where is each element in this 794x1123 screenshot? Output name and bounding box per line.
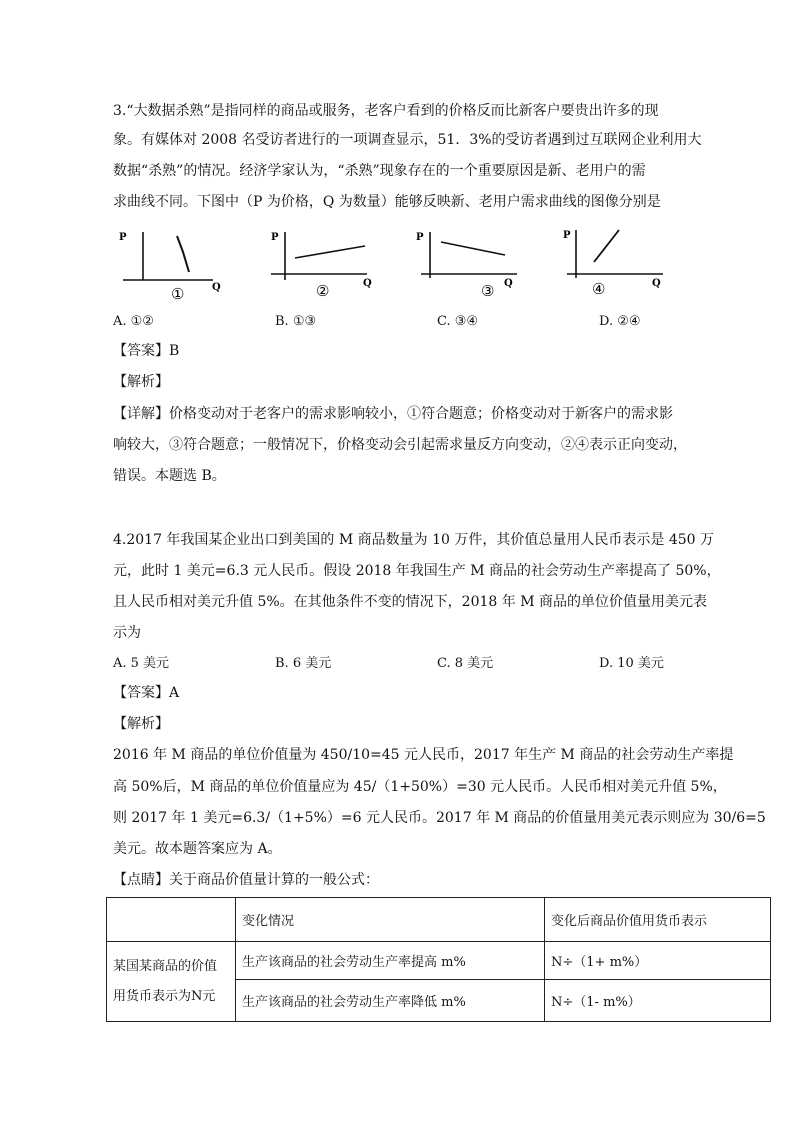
q-label: Q bbox=[363, 278, 372, 289]
value-formula-table bbox=[106, 897, 771, 1022]
table-row-label-line-2: 用货币表示为N元 bbox=[113, 988, 216, 1004]
q-label: Q bbox=[652, 278, 661, 289]
p-label: P bbox=[563, 230, 571, 241]
q4-text-line-3: 且人民币相对美元升值 5%。在其他条件不变的情况下，2018 年 M 商品的单位价值量用美元表 bbox=[113, 594, 707, 610]
q3-option-d: D. ②④ bbox=[599, 314, 641, 329]
table-row-label bbox=[107, 942, 236, 1022]
table-cell-change: 生产该商品的社会劳动生产率降低 m% bbox=[236, 980, 545, 1022]
figure-number: ① bbox=[171, 285, 185, 300]
table-header-empty bbox=[107, 898, 236, 942]
q4-analysis-line-2: 高 50%后，M 商品的单位价值量应为 45/（1+50%）=30 元人民币。人民币相对美元升值 5%， bbox=[113, 779, 727, 795]
q3-option-a: A. ①② bbox=[113, 314, 154, 329]
q4-option-d: D. 10 美元 bbox=[599, 656, 664, 671]
q-label: Q bbox=[212, 282, 221, 293]
q3-figure-2 bbox=[263, 222, 375, 300]
q3-figure-1 bbox=[113, 222, 223, 300]
demand-curve bbox=[177, 236, 189, 272]
q3-option-c: C. ③④ bbox=[437, 314, 479, 329]
demand-curve bbox=[594, 230, 619, 262]
q4-option-a: A. 5 美元 bbox=[113, 656, 170, 671]
q4-analysis-line-4: 美元。故本题答案应为 A。 bbox=[113, 841, 282, 857]
q3-figure-3 bbox=[413, 222, 525, 300]
table-header-result: 变化后商品价值用货币表示 bbox=[545, 898, 771, 942]
q3-text-line-1: 3.“大数据杀熟”是指同样的商品或服务，老客户看到的价格反而比新客户要贵出许多的现 bbox=[113, 103, 659, 119]
q4-analysis-title: 【解析】 bbox=[113, 716, 169, 732]
q4-text-line-1: 4.2017 年我国某企业出口到美国的 M 商品数量为 10 万件，其价值总量用人民币表示是 450 万 bbox=[113, 532, 715, 548]
q3-option-b: B. ①③ bbox=[275, 314, 317, 329]
q4-analysis-line-1: 2016 年 M 商品的单位价值量为 450/10=45 元人民币，2017 年生产 M 商品的社会劳动生产率提 bbox=[113, 747, 734, 763]
figure-number: ② bbox=[316, 282, 330, 300]
p-label: P bbox=[416, 232, 424, 243]
table-row-label-line-1: 某国某商品的价值 bbox=[113, 958, 218, 974]
demand-curve bbox=[295, 246, 365, 258]
q4-option-b: B. 6 美元 bbox=[275, 656, 332, 671]
figure-number: ④ bbox=[592, 280, 606, 298]
q3-text-line-3: 数据“杀熟”的情况。经济学家认为，“杀熟”现象存在的一个重要原因是新、老用户的需 bbox=[113, 163, 646, 179]
q3-analysis-line-2: 响较大，③符合题意；一般情况下，价格变动会引起需求量反方向变动，②④表示正向变动， bbox=[113, 437, 687, 453]
q3-answer: 【答案】B bbox=[113, 343, 180, 359]
table-cell-result: N÷（1+ m%） bbox=[545, 942, 771, 980]
q3-text-line-4: 求曲线不同。下图中（P 为价格，Q 为数量）能够反映新、老用户需求曲线的图像分别是 bbox=[113, 194, 661, 210]
q-label: Q bbox=[504, 278, 513, 289]
q4-analysis-line-3: 则 2017 年 1 美元=6.3/（1+5%）=6 元人民币。2017 年 M 商品的价值量用美元表示则应为 30/6=5 bbox=[113, 810, 766, 826]
q4-text-line-4: 示为 bbox=[113, 625, 141, 641]
q4-tip: 【点睛】关于商品价值量计算的一般公式： bbox=[113, 872, 379, 888]
table-row bbox=[107, 942, 771, 980]
demand-curve bbox=[441, 242, 505, 255]
q4-answer: 【答案】A bbox=[113, 685, 180, 701]
q3-analysis-line-3: 错误。本题选 B。 bbox=[113, 468, 226, 484]
p-label: P bbox=[119, 232, 127, 243]
table-cell-change: 生产该商品的社会劳动生产率提高 m% bbox=[236, 942, 545, 980]
q3-analysis-title: 【解析】 bbox=[113, 374, 169, 390]
table-header-change: 变化情况 bbox=[236, 898, 545, 942]
q4-text-line-2: 元，此时 1 美元=6.3 元人民币。假设 2018 年我国生产 M 商品的社会劳动生产率提高了 50%， bbox=[113, 563, 721, 579]
table-cell-result: N÷（1- m%） bbox=[545, 980, 771, 1022]
q3-analysis-line-1: 【详解】价格变动对于老客户的需求影响较小，①符合题意；价格变动对于新客户的需求影 bbox=[113, 406, 673, 422]
figure-number: ③ bbox=[481, 282, 495, 300]
q3-figure-4 bbox=[563, 222, 675, 300]
p-label: P bbox=[271, 232, 279, 243]
table-header-row bbox=[107, 898, 771, 942]
q3-text-line-2: 象。有媒体对 2008 名受访者进行的一项调查显示，51．3%的受访者遇到过互联网企业利用大 bbox=[113, 132, 702, 148]
q4-option-c: C. 8 美元 bbox=[437, 656, 494, 671]
